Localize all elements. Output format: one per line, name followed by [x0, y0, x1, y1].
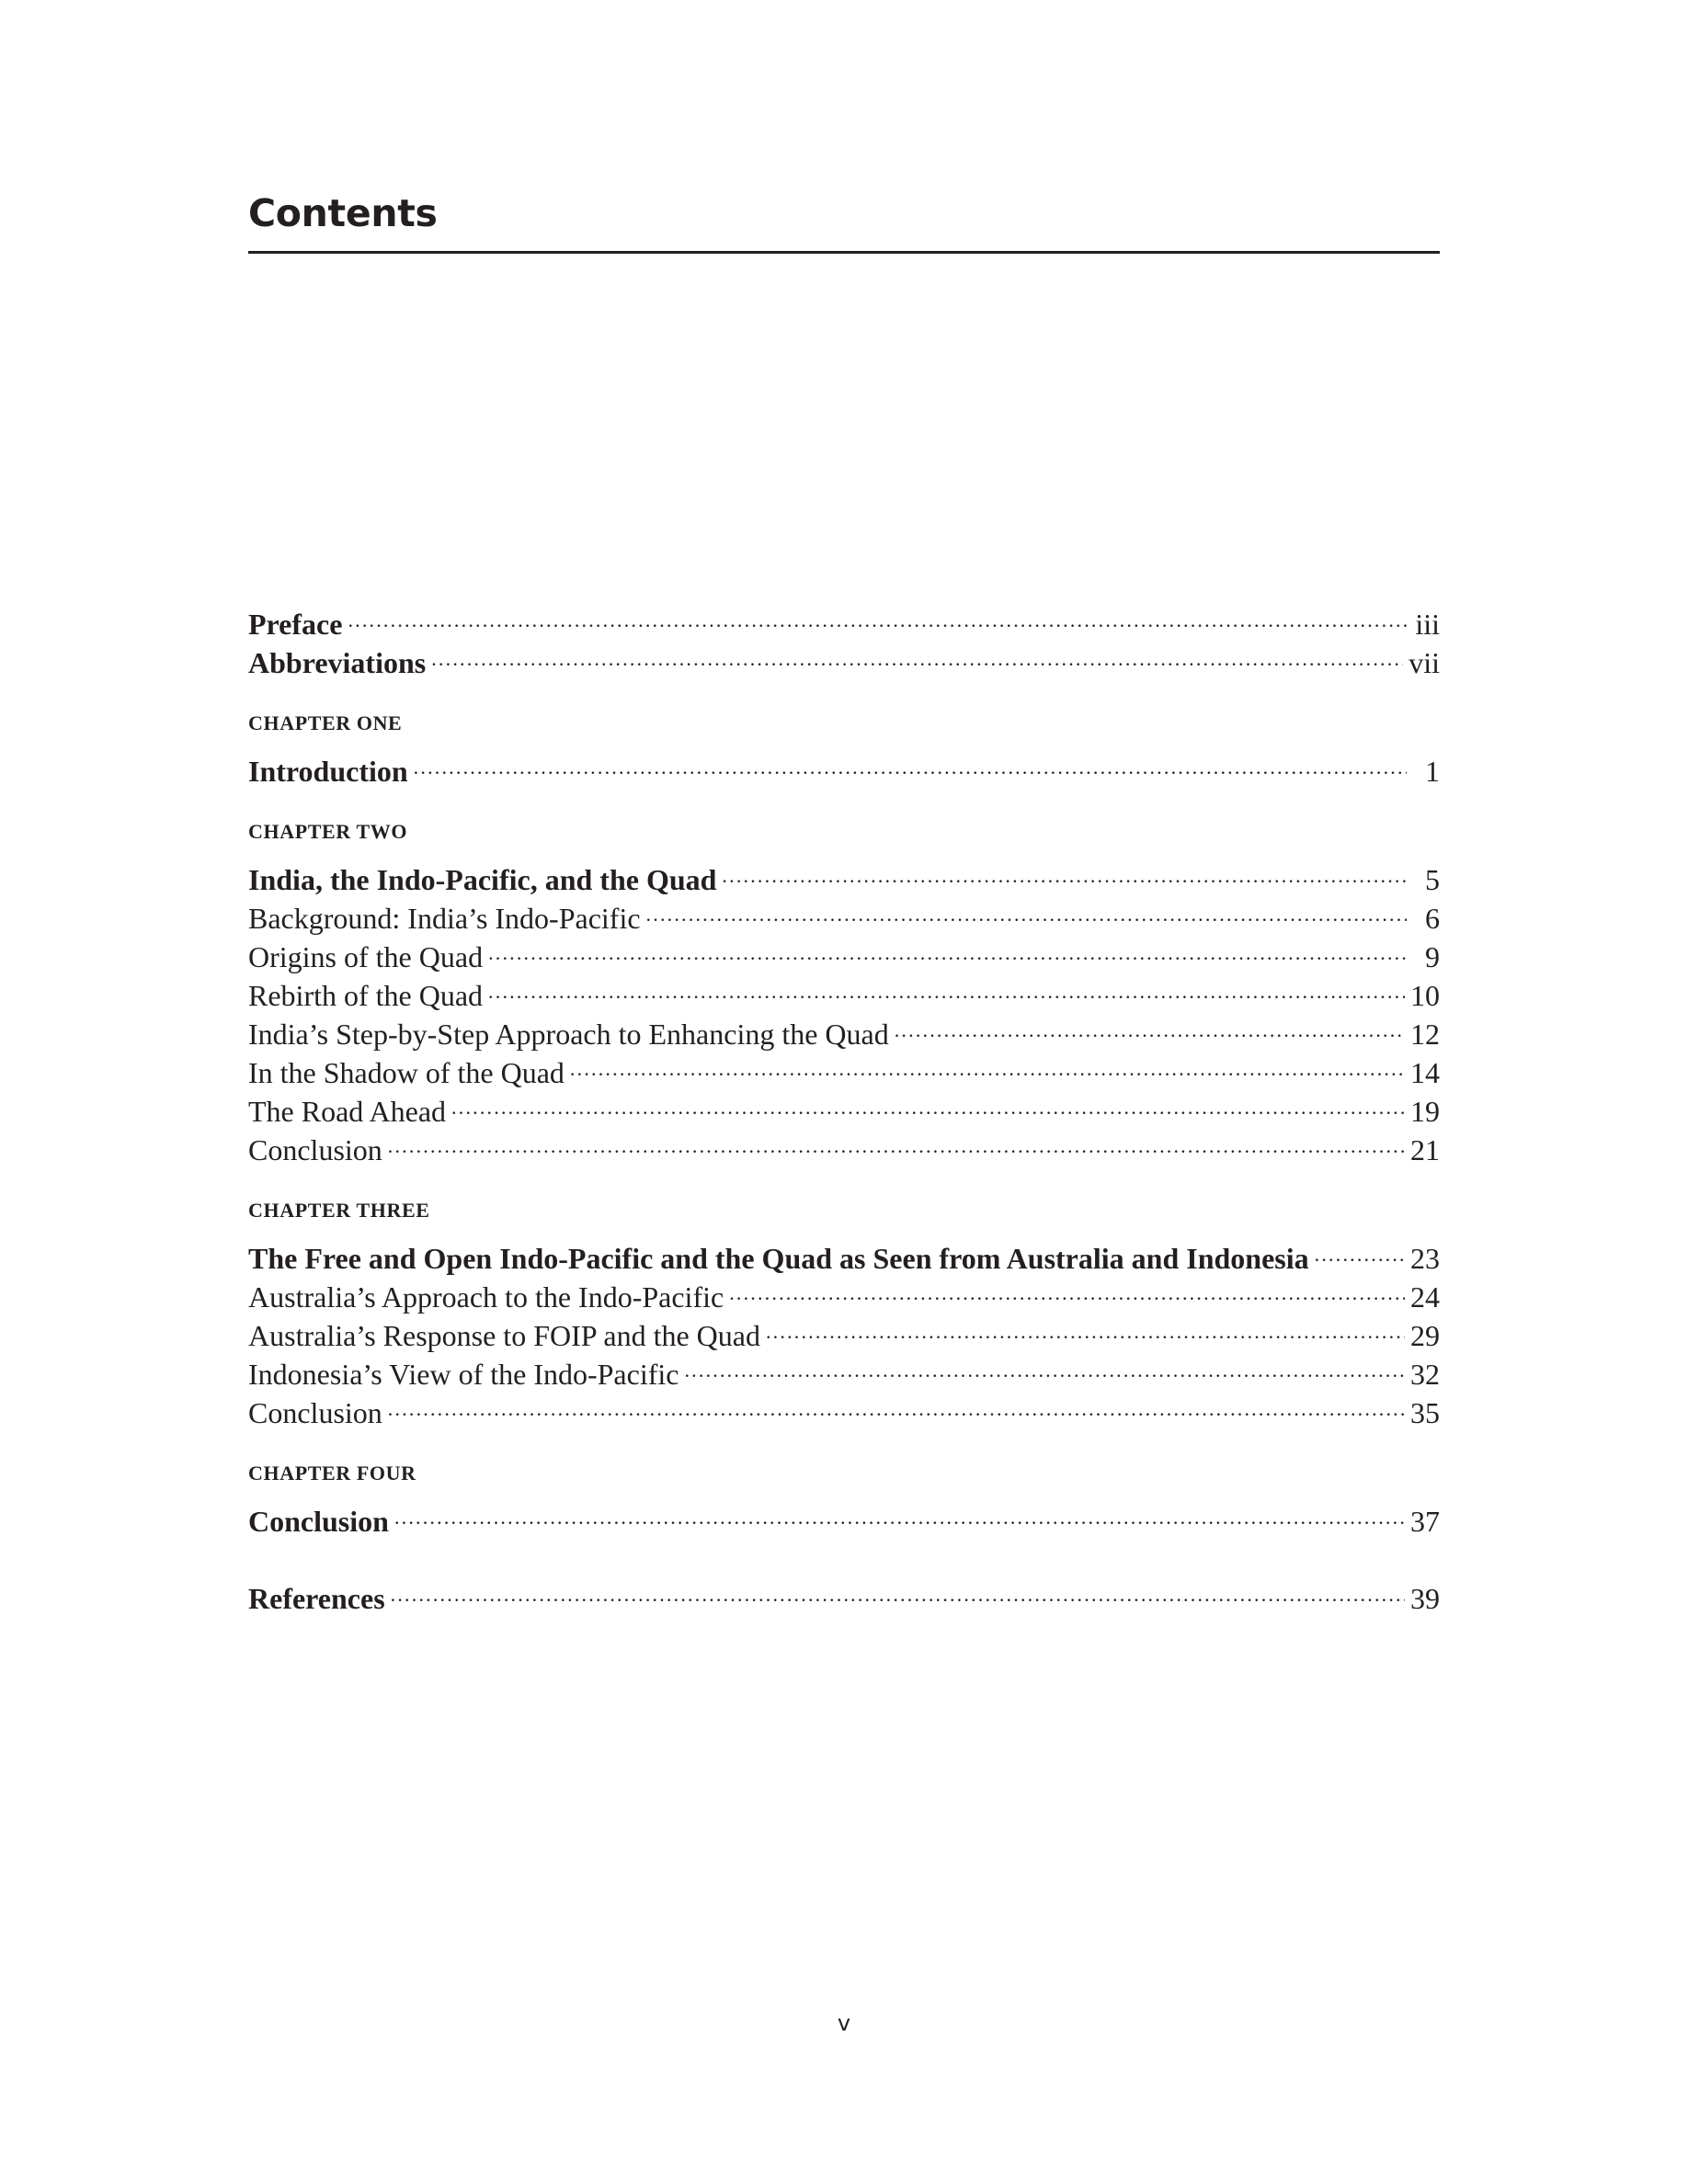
toc-entry-chapter-one[interactable] — [248, 743, 1440, 788]
page-folio: v — [837, 2010, 851, 2036]
dot-leader — [729, 1268, 1405, 1307]
chapter-label: CHAPTER ONE — [248, 711, 403, 734]
page-number: 19 — [1410, 1095, 1440, 1128]
page-number: 1 — [1425, 755, 1440, 788]
page-number: 29 — [1410, 1319, 1440, 1352]
dot-leader — [388, 1121, 1405, 1160]
chapter-label: CHAPTER THREE — [248, 1199, 430, 1222]
table-of-contents — [248, 596, 1440, 1615]
page-number: 9 — [1425, 940, 1440, 973]
toc-entry-chapter-two[interactable] — [248, 851, 1440, 896]
entry-title: Background: India’s Indo-Pacific — [248, 902, 641, 935]
toc-entry-preface[interactable] — [248, 596, 1440, 641]
dot-leader — [766, 1307, 1405, 1346]
dot-leader — [646, 890, 1407, 928]
entry-title: Abbreviations — [248, 646, 427, 679]
spacer — [248, 1531, 1440, 1570]
dot-leader — [684, 1346, 1405, 1384]
page-number: 21 — [1410, 1133, 1440, 1166]
page-number: 32 — [1410, 1358, 1440, 1391]
dot-leader — [414, 743, 1407, 781]
entry-title: Origins of the Quad — [248, 940, 484, 973]
dot-leader — [348, 596, 1407, 634]
toc-entry-chapter-three[interactable] — [248, 1230, 1440, 1275]
toc-entry-section[interactable] — [248, 1384, 1440, 1429]
entry-title: Conclusion — [248, 1396, 382, 1429]
toc-entry-chapter-four[interactable] — [248, 1493, 1440, 1538]
toc-entry-section[interactable] — [248, 1121, 1440, 1166]
page-number: 5 — [1425, 863, 1440, 896]
dot-leader — [488, 967, 1405, 1006]
page-number: 6 — [1425, 902, 1440, 935]
page-number: 37 — [1410, 1505, 1440, 1538]
dot-leader — [895, 1006, 1405, 1044]
entry-title: India’s Step-by-Step Approach to Enhancing the Quad — [248, 1018, 889, 1051]
page-number: 10 — [1410, 979, 1440, 1012]
page-number: 35 — [1410, 1396, 1440, 1429]
page-number: 23 — [1410, 1242, 1440, 1275]
page-number: 14 — [1410, 1056, 1440, 1089]
page-number: 39 — [1410, 1582, 1440, 1615]
dot-leader — [722, 851, 1407, 890]
dot-leader — [570, 1044, 1405, 1083]
dot-leader — [431, 634, 1403, 673]
entry-title: Rebirth of the Quad — [248, 979, 484, 1012]
toc-entry-abbreviations[interactable] — [248, 634, 1440, 679]
chapter-label: CHAPTER FOUR — [248, 1462, 416, 1484]
entry-title: Australia’s Approach to the Indo-Pacific — [248, 1280, 724, 1314]
page-number: 12 — [1410, 1018, 1440, 1051]
entry-title: References — [248, 1582, 385, 1615]
entry-title: Australia’s Response to FOIP and the Quad — [248, 1319, 760, 1352]
title-rule — [248, 251, 1440, 254]
entry-title: Preface — [248, 608, 343, 641]
entry-title: The Road Ahead — [248, 1095, 447, 1128]
dot-leader — [451, 1083, 1405, 1121]
dot-leader — [388, 1384, 1405, 1423]
entry-title: The Free and Open Indo-Pacific and the Quad as Seen from Australia and Indonesia — [248, 1242, 1309, 1275]
page-number: iii — [1415, 608, 1440, 641]
page-number: vii — [1409, 646, 1440, 679]
entry-title: Conclusion — [248, 1133, 382, 1166]
dot-leader — [394, 1493, 1405, 1531]
dot-leader — [488, 928, 1407, 967]
chapter-label: CHAPTER TWO — [248, 820, 408, 843]
entry-title: Indonesia’s View of the Indo-Pacific — [248, 1358, 679, 1391]
dot-leader — [391, 1570, 1405, 1609]
entry-title: India, the Indo-Pacific, and the Quad — [248, 863, 717, 896]
dot-leader — [1315, 1230, 1405, 1268]
entry-title: Conclusion — [248, 1505, 389, 1538]
page-title: Contents — [248, 191, 438, 235]
entry-title: Introduction — [248, 755, 408, 788]
toc-entry-references[interactable] — [248, 1570, 1440, 1615]
entry-title: In the Shadow of the Quad — [248, 1056, 565, 1089]
page-number: 24 — [1410, 1280, 1440, 1314]
